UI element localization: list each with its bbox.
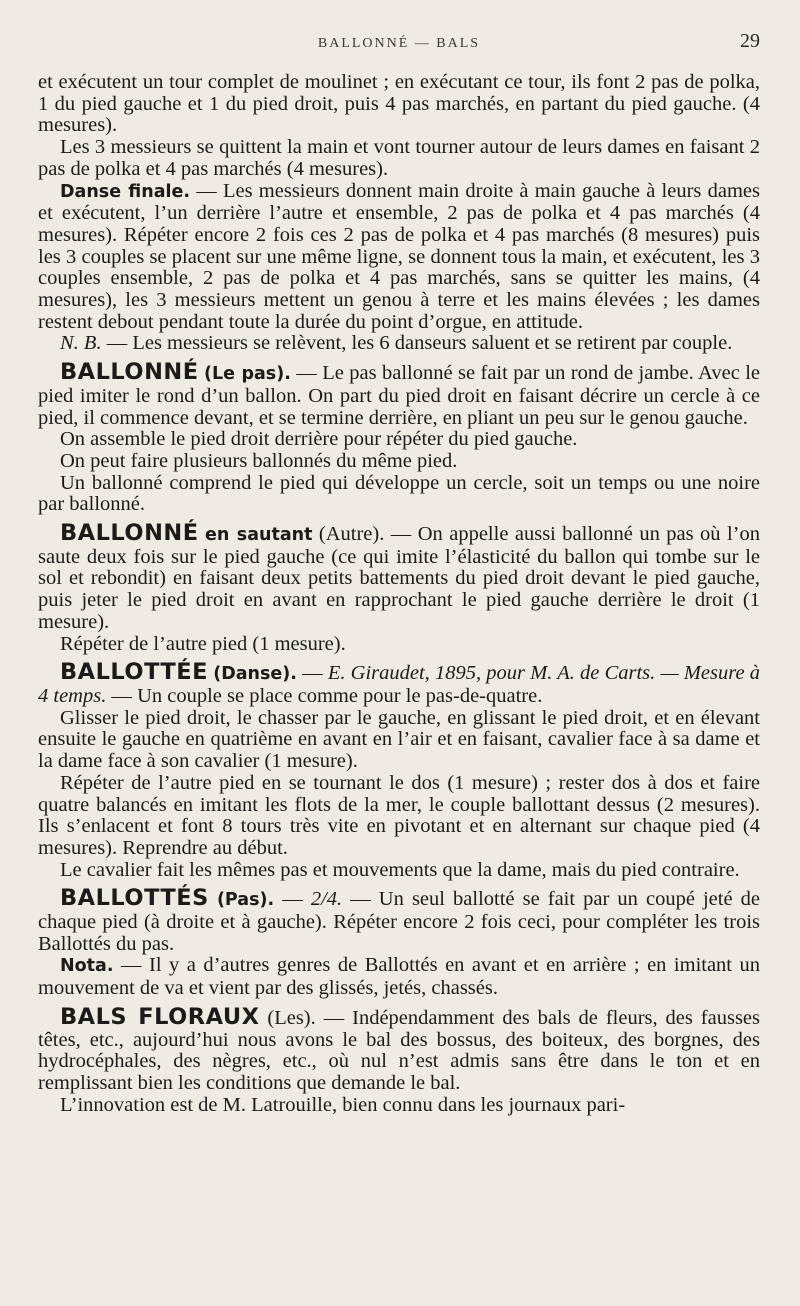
entry-text: — Indépendamment des bals de fleurs, des fausses têtes, etc., aujourd’hui nous avons le bal des bossus, des boiteux, des borgnes, des hydrocéphales, des nègres, etc., où nul n’est admis sans être dans le ton et en remplissant bien les conditions que demande le bal. [38, 1006, 761, 1094]
entry-text: — Le pas ballonné se fait par un rond de jambe. Avec le pied imiter le rond d’un ballon. On part du pied droit en faisant décrire un cercle à ce pied, il commence devant, et se termine derrière, en pliant un peu sur le genou gauche. [38, 362, 761, 429]
entry-headword: BALLOTTÉS [60, 885, 209, 912]
entry-paragraph: Glisser le pied droit, le chasser par le gauche, en glissant le pied droit, et en élevant ensuite le gauche en quatrième en avant en l’air et en faisant, cavalier face à sa dame et la dame face à son cavalier (1 mesure). [38, 706, 760, 773]
nota-label: Nota. [60, 956, 114, 977]
entry-paragraph: Répéter de l’autre pied (1 mesure). [60, 632, 346, 655]
dictionary-entry [38, 359, 761, 429]
entry-text: (Autre). — On appelle aussi ballonné un pas où l’on saute deux fois sur le pied gauche (ce qui imite l’élasticité du ballon qui tombe sur le sol et rebondit) en faisant deux petits battements du pied droit devant le pied gauche, puis jeter le pied droit en avant en rapprochant le pied gauche derrière le droit (1 mesure). [38, 523, 761, 633]
entry-paragraph: On assemble le pied droit derrière pour répéter du pied gauche. [60, 428, 578, 451]
entry-qualifier: (Le pas). [204, 364, 291, 385]
dictionary-entry [38, 659, 761, 707]
dictionary-entry [38, 1003, 761, 1095]
entry-paragraph: Un ballonné comprend le pied qui développe un cercle, soit un temps ou une noire par ballonné. [38, 471, 760, 516]
entry-nota [38, 955, 760, 999]
entry-paragraph: L’innovation est de M. Latrouille, bien connu dans les journaux pari- [60, 1093, 626, 1116]
page-number: 29 [740, 30, 760, 52]
entry-meter: 2/4. [310, 888, 343, 911]
entry-dash: — [274, 888, 311, 911]
entry-qualifier: (Danse). [213, 664, 297, 685]
entry-headword: BALS FLORAUX [60, 1003, 260, 1030]
paragraph [38, 137, 760, 180]
paragraph-text: — Les messieurs se relèvent, les 6 danseurs saluent et se retirent par couple. [101, 332, 733, 355]
entry-dash: — [296, 662, 328, 685]
entry-text: — Un couple se place comme pour le pas-de-quatre. [106, 684, 543, 707]
paragraph-text: Les 3 messieurs se quittent la main et vont tourner autour de leurs dames en faisant 2 pas de polka et 4 pas marchés (4 mesures). [38, 136, 760, 180]
entry-paragraph: On peut faire plusieurs ballonnés du même pied. [60, 449, 458, 472]
entry-source: E. Giraudet, 1895, pour M. A. de Carts. — Mesure à 4 temps. [38, 662, 761, 707]
note-label: N. B. [60, 332, 102, 355]
entry-paragraph: Répéter de l’autre pied en se tournant le dos (1 mesure) ; rester dos à dos et faire quatre balancés en imitant les flots de la mer, le couple ballottant dessus (2 mesures). Ils s’enlacent et font 8 tours très vite en pivotant et en alternant sur chaque pied (4 mesures). Reprendre au début. [38, 771, 760, 859]
entry-text: — Un seul ballotté se fait par un coupé jeté de chaque pied (à droite et à gauche). Répéter encore 2 fois ceci, pour compléter les trois Ballottés du pas. [38, 888, 761, 955]
entry-qualifier: en sautant [205, 525, 313, 546]
paragraph-continuation [38, 72, 760, 137]
paragraph-text: — Les messieurs donnent main droite à main gauche à leurs dames et exécutent, l’un derrière l’autre et ensemble, 2 pas de polka et 4 pas marchés (4 mesures). Répéter encore 2 fois ces 2 pas de polka et 4 pas marchés (8 mesures) puis les 3 couples se placent sur une même ligne, se donnent tous la main, et exécutent, les 3 couples ensemble, 2 pas de polka et 4 pas marchés, sans se quitter les mains, (4 mesures), les 3 messieurs mettent un genou à terre et les mains élevées ; les dames restent debout pendant toute la durée du point d’orgue, en attitude. [38, 179, 760, 333]
entry-qualifier: (Pas). [216, 890, 275, 911]
running-head: BALLONNÉ — BALS [317, 36, 481, 51]
dictionary-entry [38, 520, 761, 634]
dictionary-entry [38, 885, 761, 955]
paragraph-final-dance [38, 181, 760, 334]
page-header [38, 32, 760, 72]
entry-headword: BALLONNÉ [60, 359, 199, 386]
paragraph-note [38, 333, 760, 355]
nota-text: — Il y a d’autres genres de Ballottés en avant et en arrière ; en imitant un mouvement de va et vient par des glissés, jetés, chassés. [38, 954, 760, 1000]
entry-headword: BALLOTTÉE [60, 659, 209, 686]
section-label: Danse finale. [60, 181, 191, 202]
body-text [38, 72, 760, 1116]
entry-headword: BALLONNÉ [60, 520, 199, 547]
paragraph-text: et exécutent un tour complet de moulinet ; en exécutant ce tour, ils font 2 pas de polka, 1 du pied gauche et 1 du pied droit, puis 4 pas marchés, en partant du pied gauche. (4 mesures). [38, 71, 760, 137]
entry-paragraph: Le cavalier fait les mêmes pas et mouvements que la dame, mais du pied contraire. [60, 858, 740, 881]
entry-qualifier: (Les). [267, 1006, 316, 1029]
